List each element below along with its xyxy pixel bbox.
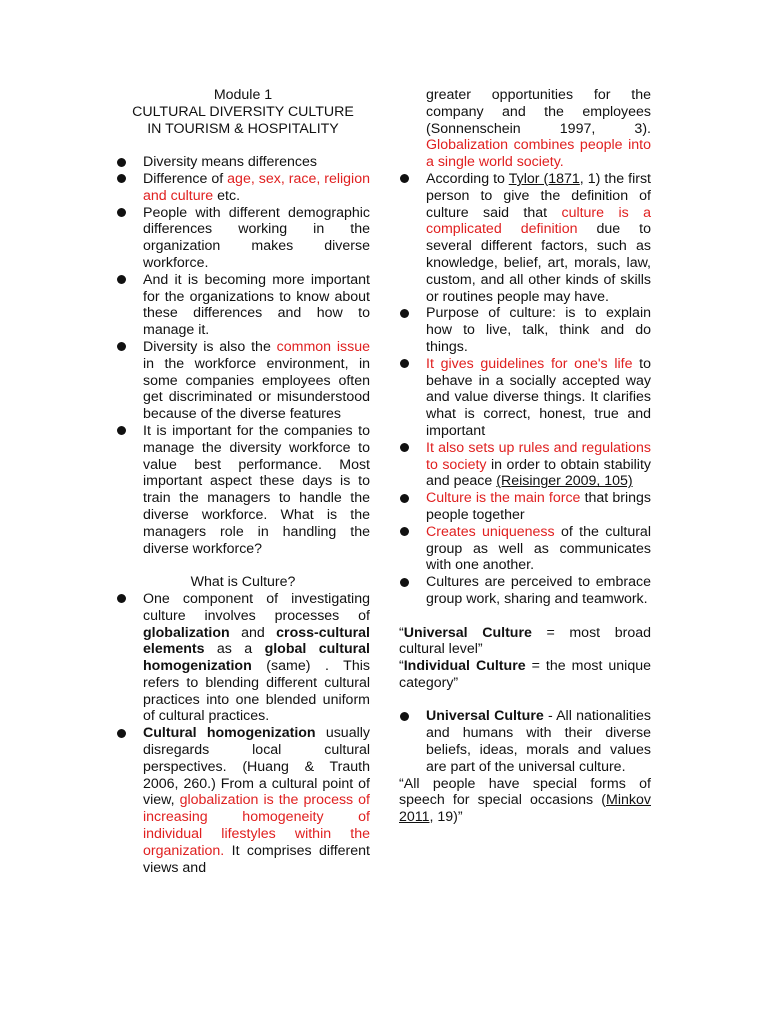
title-line-2: IN TOURISM & HOSPITALITY: [147, 120, 339, 137]
left-column: [116, 87, 370, 876]
bullet-item: One component of investigating culture involves processes of globalization and cross-cultural elements as a global cultural homogenization (same) . This refers to blending different cultural practices into one blended uniform of cultural practices.: [116, 591, 370, 725]
bullet-item: It also sets up rules and regulations to society in order to obtain stability and peace (Reisinger 2009, 105): [399, 440, 651, 490]
module-label: Module 1: [213, 87, 273, 103]
culture-heading: What is Culture?: [190, 574, 296, 591]
citation-link[interactable]: (Reisinger 2009, 105): [496, 473, 633, 490]
speech-quote: “All people have special forms of speech for special occasions (Minkov 2011, 19)”: [399, 775, 651, 826]
citation-link[interactable]: Tylor (1871: [508, 170, 580, 187]
bullet-item: Creates uniqueness of the cultural group as well as communicates with one another.: [399, 524, 651, 574]
culture-definition-list: [399, 171, 651, 608]
citation-link[interactable]: Minkov 2011: [399, 792, 651, 826]
universal-culture-quote: “Universal Culture = most broad cultural level”: [399, 624, 651, 658]
bullet-item: Diversity means differences: [116, 154, 370, 171]
bullet-item: Cultural homogenization usually disregards local cultural perspectives. (Huang & Trauth 2006, 260.) From a cultural point of view, globalization is the process of increasing homogeneity of individual lifestyles within the organization. It comprises different views and: [116, 725, 370, 876]
bullet-item: And it is becoming more important for the organizations to know about these differences and how to manage it.: [116, 272, 370, 339]
bullet-item: Universal Culture - All nationalities and humans with their diverse beliefs, ideas, morals and values are part of the universal culture.: [399, 708, 651, 775]
bullet-item: Culture is the main force that brings people together: [399, 490, 651, 524]
bullet-item: Purpose of culture: is to explain how to live, talk, think and do things.: [399, 305, 651, 355]
continued-paragraph: greater opportunities for the company and the employees (Sonnenschein 1997, 3). Globalization combines people into a single world society.: [426, 87, 651, 171]
bullet-item: Cultures are perceived to embrace group work, sharing and teamwork.: [399, 574, 651, 608]
culture-bullet-list: [116, 591, 370, 877]
bullet-item: Difference of age, sex, race, religion and culture etc.: [116, 171, 370, 205]
bullet-item: People with different demographic differences working in the organization makes diverse workforce.: [116, 205, 370, 272]
universal-culture-list: [399, 708, 651, 775]
bullet-item: It is important for the companies to manage the diversity workforce to value best performance. Most important aspect these days is to train the managers to handle the diverse workforce. What is the managers role in handling the diverse workforce?: [116, 423, 370, 557]
diversity-bullet-list: [116, 154, 370, 557]
bullet-item: Diversity is also the common issue in the workforce environment, in some companies employees often get discriminated or misunderstood because of the diverse features: [116, 339, 370, 423]
title-line-1: CULTURAL DIVERSITY CULTURE: [132, 103, 354, 120]
right-column: [399, 87, 651, 826]
bullet-item: It gives guidelines for one's life to behave in a socially accepted way and value diverse things. It clarifies what is correct, honest, true and important: [399, 356, 651, 440]
bullet-item: According to Tylor (1871, 1) the first person to give the definition of culture said that culture is a complicated definition due to several different factors, such as knowledge, belief, art, morals, law, custom, and all other kinds of skills or routines people may have.: [399, 171, 651, 305]
individual-culture-quote: “Individual Culture = the most unique category”: [399, 658, 652, 691]
